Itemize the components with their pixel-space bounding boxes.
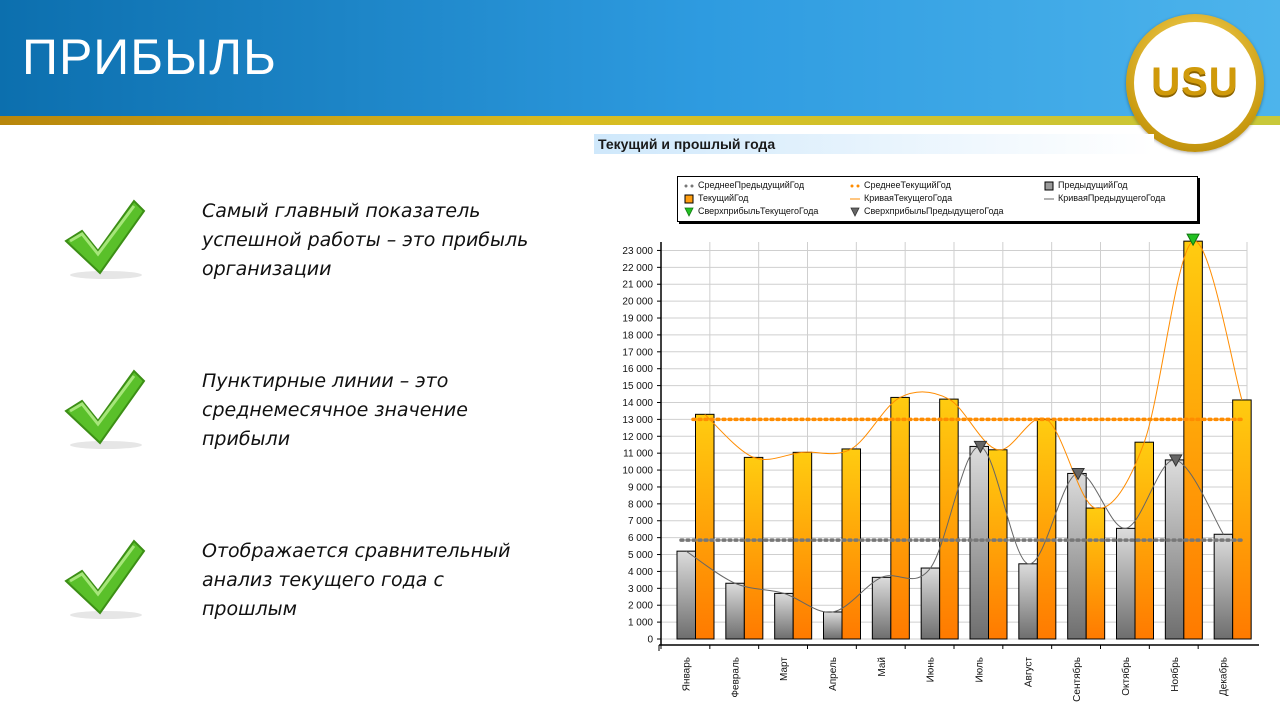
y-tick-label: 16 000 <box>622 364 653 376</box>
bar-previous-year <box>1068 473 1087 639</box>
x-tick-label: Февраль <box>730 657 742 698</box>
page-title: ПРИБЫЛЬ <box>22 29 277 85</box>
y-tick-label: 5 000 <box>627 550 653 562</box>
bar-previous-year <box>970 446 989 639</box>
bar-current-year <box>989 450 1008 639</box>
legend-label: ТекущийГод <box>698 193 749 203</box>
y-tick-label: 8 000 <box>627 499 653 511</box>
bar-current-year <box>744 457 763 639</box>
y-tick-label: 6 000 <box>627 533 653 545</box>
y-tick-label: 9 000 <box>627 482 653 494</box>
y-tick-label: 2 000 <box>627 600 653 612</box>
bar-previous-year <box>677 551 696 639</box>
bar-current-year <box>1184 241 1203 639</box>
y-tick-label: 21 000 <box>622 279 653 291</box>
bar-current-year <box>1086 508 1105 639</box>
bar-current-year <box>1037 419 1056 639</box>
logo-text: USU <box>1151 60 1239 104</box>
x-tick-label: Май <box>876 657 888 677</box>
x-tick-label: Январь <box>681 657 693 692</box>
y-tick-label: 10 000 <box>622 465 653 477</box>
legend-label: СреднееПредыдущийГод <box>698 180 805 190</box>
legend-label: ПредыдущийГод <box>1058 180 1128 190</box>
y-tick-label: 23 000 <box>622 245 653 257</box>
bar-previous-year <box>1019 564 1037 639</box>
y-tick-label: 18 000 <box>622 330 653 342</box>
bar-previous-year <box>921 568 940 639</box>
x-tick-label: Август <box>1023 657 1035 688</box>
y-tick-label: 3 000 <box>627 583 653 595</box>
y-tick-label: 7 000 <box>627 516 653 528</box>
y-tick-label: 12 000 <box>622 431 653 443</box>
x-tick-label: Март <box>779 657 791 681</box>
bullet-text: Пунктирные линии – это среднемесячное значение прибыли <box>202 370 468 450</box>
legend-label: СверхприбыльПредыдущегоГода <box>864 206 1004 216</box>
x-tick-label: Сентябрь <box>1072 657 1084 702</box>
legend-label: КриваяТекущегоГода <box>864 193 953 203</box>
y-tick-label: 17 000 <box>622 347 653 359</box>
x-tick-label: Июль <box>974 657 986 683</box>
bar-previous-year <box>824 612 843 639</box>
y-tick-label: 22 000 <box>622 262 653 274</box>
bar-current-year <box>842 449 861 639</box>
x-tick-label: Октябрь <box>1120 657 1132 696</box>
bar-previous-year <box>1214 534 1233 639</box>
bar-previous-year <box>872 577 891 639</box>
y-tick-label: 15 000 <box>622 381 653 393</box>
y-tick-label: 0 <box>647 634 653 646</box>
y-tick-label: 11 000 <box>623 448 653 460</box>
x-tick-label: Июнь <box>925 657 937 683</box>
y-tick-label: 1 000 <box>627 617 653 629</box>
bar-previous-year <box>775 593 794 639</box>
bar-current-year <box>1233 400 1252 639</box>
bullet-text: Отображается сравнительный анализ текущего года с прошлым <box>202 540 511 620</box>
bar-previous-year <box>1117 528 1136 639</box>
bar-previous-year <box>1165 460 1184 639</box>
x-tick-label: Декабрь <box>1218 657 1230 696</box>
chart-title: Текущий и прошлый года <box>598 136 776 152</box>
bar-current-year <box>696 414 715 639</box>
y-tick-label: 13 000 <box>622 414 653 426</box>
x-tick-label: Апрель <box>827 657 839 691</box>
x-tick-label: Ноябрь <box>1169 657 1181 692</box>
legend-label: СреднееТекущийГод <box>864 180 951 190</box>
bar-previous-year <box>726 583 745 639</box>
bullet-text: Самый главный показатель успешной работы – это прибыль организации <box>202 200 529 280</box>
legend-label: СверхприбыльТекущегоГода <box>698 206 819 216</box>
y-tick-label: 20 000 <box>622 296 653 308</box>
bar-current-year <box>891 397 910 639</box>
y-tick-label: 4 000 <box>627 566 653 578</box>
bar-current-year <box>793 452 812 639</box>
y-tick-label: 19 000 <box>622 313 653 325</box>
y-tick-label: 14 000 <box>622 397 653 409</box>
legend-label: КриваяПредыдущегоГода <box>1058 193 1166 203</box>
